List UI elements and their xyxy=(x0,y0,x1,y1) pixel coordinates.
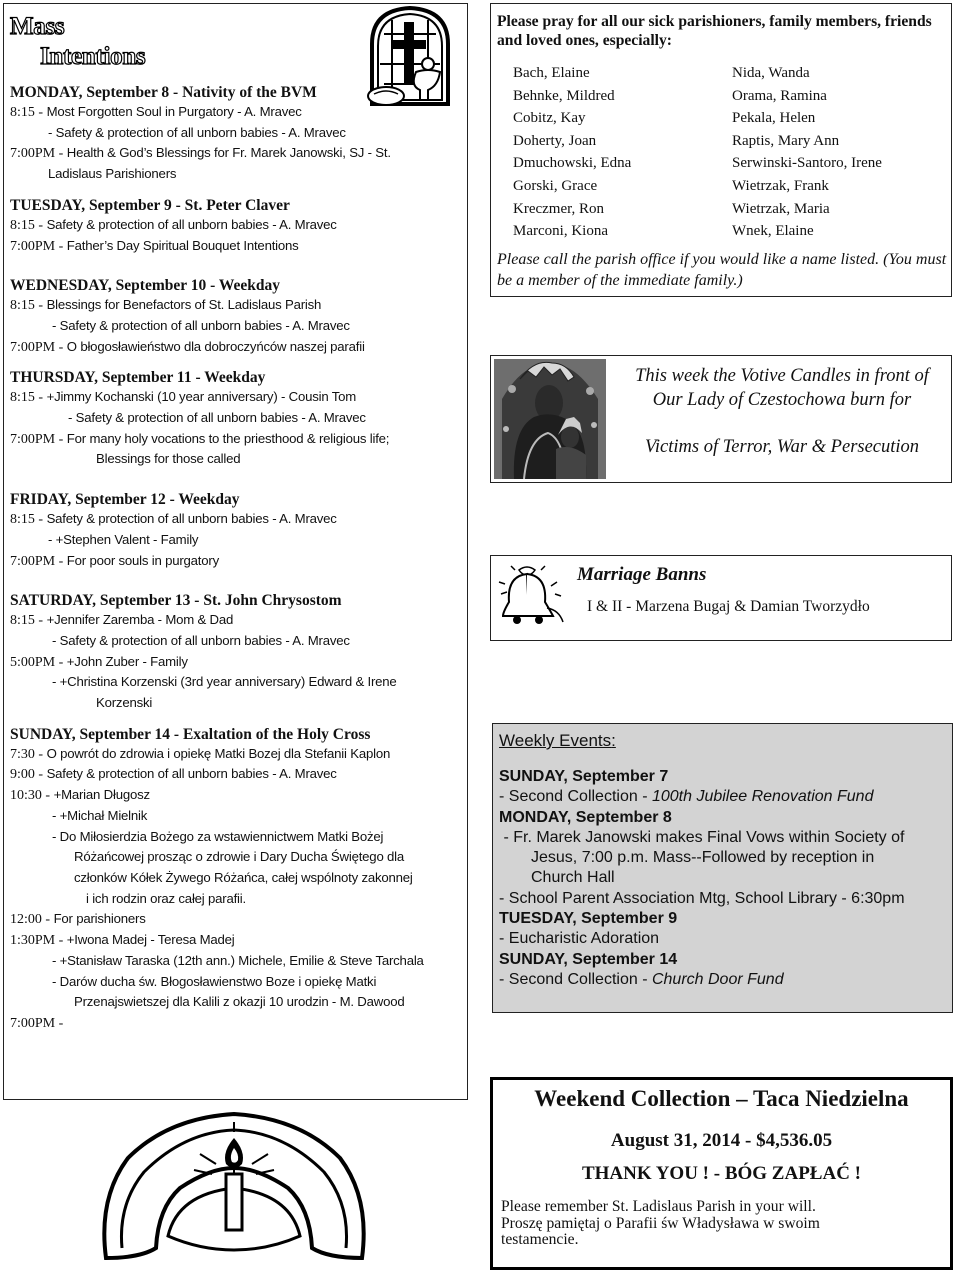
mass-intention-text: - +Stanisław Taraska (12th ann.) Michele, Emilie & Steve Tarchala xyxy=(52,952,424,968)
weekly-event-date: TUESDAY, September 9 xyxy=(499,910,678,928)
mass-intention-text: For parishioners xyxy=(53,911,146,927)
weekly-event-line xyxy=(499,868,952,888)
collection-thanks: THANK YOU ! - BÓG ZAPŁAĆ ! xyxy=(581,1163,862,1184)
mass-intention-text: - Do Miłosierdzia Bożego za wstawiennictwem Matki Bożej xyxy=(52,828,384,844)
mass-intention-text: +Iwona Madej - Teresa Madej xyxy=(66,932,235,948)
mass-time: 7:00PM - xyxy=(10,339,67,355)
votive-candles-box xyxy=(490,355,952,483)
day-spacer xyxy=(10,470,467,491)
weekly-event-line xyxy=(499,767,952,787)
mass-intention-line xyxy=(10,827,467,848)
mass-intention-text: +Jimmy Kochanski (10 year anniversary) - Cousin Tom xyxy=(46,389,357,405)
sick-name: Serwinski-Santoro, Irene xyxy=(732,155,882,172)
sick-names-col1 xyxy=(513,62,732,243)
mass-time: 8:15 - xyxy=(10,217,47,233)
collection-note xyxy=(493,1199,950,1249)
weekly-event-line xyxy=(499,950,952,970)
weekly-event-text: - Second Collection - xyxy=(499,970,652,988)
mass-time: 10:30 - xyxy=(10,788,54,804)
sick-name: Raptis, Mary Ann xyxy=(732,132,840,149)
day-spacer xyxy=(10,571,467,592)
mass-intention-text: i ich rodzin oraz całej parafii. xyxy=(86,890,246,906)
collection-note-line1: Please remember St. Ladislaus Parish in your will. xyxy=(501,1198,816,1215)
mass-intention-text: Most Forgotten Soul in Purgatory - A. Mravec xyxy=(46,104,302,119)
mass-intention-line xyxy=(10,889,467,910)
mass-intention-text: Health & God’s Blessings for Fr. Marek Janowski, SJ - St. xyxy=(66,145,391,161)
mass-intention-line xyxy=(10,1013,467,1034)
mass-intention-line xyxy=(10,951,467,972)
mass-intention-line xyxy=(10,295,467,316)
mass-time: 7:00PM - xyxy=(10,431,67,447)
mass-time: 8:15 - xyxy=(10,390,47,406)
weekly-event-text: - Second Collection - xyxy=(499,788,652,806)
sick-name: Cobitz, Kay xyxy=(513,110,586,127)
mass-intention-line xyxy=(10,672,467,693)
mass-time: 7:00PM - xyxy=(10,238,67,254)
votive-line3: Victims of Terror, War & Persecution xyxy=(644,437,920,457)
mass-day-heading: MONDAY, September 8 - Nativity of the BVM xyxy=(10,84,317,101)
mass-intention-line xyxy=(10,992,467,1013)
mass-intention-text: +Jennifer Zaremba - Mom & Dad xyxy=(46,612,234,628)
weekly-events-list xyxy=(499,767,952,990)
mass-intention-line xyxy=(10,631,467,652)
weekly-event-fund: Church Door Fund xyxy=(651,970,784,988)
weekly-event-line xyxy=(499,848,952,868)
mass-intention-line xyxy=(10,387,467,408)
sick-name: Pekala, Helen xyxy=(732,110,816,127)
sick-names xyxy=(513,62,951,243)
sick-name: Dmuchowski, Edna xyxy=(513,155,632,172)
mass-days-list xyxy=(10,84,467,1034)
mass-intention-line xyxy=(10,337,467,358)
mass-time: 9:00 - xyxy=(10,767,47,783)
mass-intention-text: członków Kółek Żywego Różańca, całej wspólnoty zakonnej xyxy=(74,869,413,885)
mass-day-heading: SATURDAY, September 13 - St. John Chrysostom xyxy=(10,592,342,610)
weekend-collection-box xyxy=(490,1077,953,1270)
mass-intention-line xyxy=(10,785,467,806)
mass-intention-text: - +Michał Mielnik xyxy=(52,807,148,823)
mass-time: 12:00 - xyxy=(10,912,54,928)
mass-intention-text: - Safety & protection of all unborn babies - A. Mravec xyxy=(52,317,350,333)
collection-note-line3: testamencie. xyxy=(501,1231,579,1248)
sick-name: Bach, Elaine xyxy=(513,65,590,81)
sick-name: Nida, Wanda xyxy=(732,65,810,81)
mass-time: 7:00PM - xyxy=(10,553,67,569)
mass-intention-line xyxy=(10,408,467,429)
mass-day-heading: TUESDAY, September 9 - St. Peter Claver xyxy=(10,196,290,214)
weekly-events-box xyxy=(492,723,953,1013)
mass-intention-text: Father’s Day Spiritual Bouquet Intentions xyxy=(66,237,299,253)
weekly-event-text: Church Hall xyxy=(531,869,615,887)
mass-intention-line xyxy=(10,930,467,951)
weekly-event-line xyxy=(499,889,952,909)
mass-intention-text: - Safety & protection of all unborn babies - A. Mravec xyxy=(52,632,350,648)
collection-title: Weekend Collection – Taca Niedzielna xyxy=(534,1086,909,1111)
weekly-events-title xyxy=(499,730,952,752)
mass-intention-text: - +Christina Korzenski (3rd year anniversary) Edward & Irene xyxy=(52,674,397,690)
mass-intention-text: Ladislaus Parishioners xyxy=(48,166,177,182)
day-spacer xyxy=(10,256,467,277)
church-window-cross-icon xyxy=(362,4,462,108)
weekly-event-date: SUNDAY, September 14 xyxy=(499,950,678,968)
mass-time: 5:00PM - xyxy=(10,654,67,670)
weekly-event-line xyxy=(499,909,952,929)
weekly-event-text: - Fr. Marek Janowski makes Final Vows within Society of xyxy=(499,828,905,846)
mass-time: 7:00PM - xyxy=(10,146,67,162)
weekly-event-text: Jesus, 7:00 p.m. Mass--Followed by reception in xyxy=(531,849,875,867)
sick-name: Wietrzak, Frank xyxy=(732,177,829,194)
mass-day-heading: SUNDAY, September 14 - Exaltation of the Holy Cross xyxy=(10,725,371,743)
praying-hands-candle-icon xyxy=(98,1108,370,1270)
mass-intention-text: - Safety & protection of all unborn babies - A. Mravec xyxy=(68,410,366,426)
mass-intention-text: Blessings for Benefactors of St. Ladislaus Parish xyxy=(46,297,322,313)
votive-line2: Our Lady of Czestochowa burn for xyxy=(652,390,912,410)
mass-time: 8:15 - xyxy=(10,298,47,314)
mass-title-line1: Mass xyxy=(10,13,65,40)
mass-intention-line xyxy=(10,449,467,470)
weekly-event-line xyxy=(499,828,952,848)
mass-intention-text: O powrót do zdrowia i opiekę Matki Bozej dla Stefanii Kaplon xyxy=(46,745,391,761)
mass-intention-text: - Darów ducha św. Błogosławienstwo Boze i opiekę Matki xyxy=(52,973,377,989)
mass-intention-line xyxy=(10,316,467,337)
mass-intention-line xyxy=(10,509,467,530)
weekly-events-title-colon: : xyxy=(611,731,616,750)
mass-intention-line xyxy=(10,652,467,673)
mass-intention-line xyxy=(10,868,467,889)
mass-time: 8:15 - xyxy=(10,613,47,629)
marriage-banns-box xyxy=(490,555,952,641)
mass-intention-line xyxy=(10,847,467,868)
mass-intention-text: +John Zuber - Family xyxy=(66,653,188,669)
mass-intention-line xyxy=(10,215,467,236)
collection-amount: August 31, 2014 - $4,536.05 xyxy=(610,1130,833,1151)
mass-intention-text: Safety & protection of all unborn babies - A. Mravec xyxy=(46,511,337,527)
weekly-event-line xyxy=(499,929,952,949)
mass-time: 8:15 - xyxy=(10,105,47,120)
mass-time: 7:30 - xyxy=(10,746,47,762)
mass-intention-text: +Marian Długosz xyxy=(53,787,150,803)
weekly-event-line xyxy=(499,787,952,807)
sick-name: Gorski, Grace xyxy=(513,177,598,194)
mass-day-heading: THURSDAY, September 11 - Weekday xyxy=(10,369,266,387)
weekly-event-text: - Eucharistic Adoration xyxy=(499,930,660,948)
mass-intention-line xyxy=(10,909,467,930)
mass-intention-line xyxy=(10,123,467,144)
mass-intention-line xyxy=(10,164,467,185)
sick-heading: Please pray for all our sick parishioners, family members, friends and loved ones, especially: xyxy=(497,13,932,49)
mass-intentions-box xyxy=(3,3,468,1100)
day-spacer xyxy=(10,714,467,726)
mass-intention-text: For many holy vocations to the priesthood & religious life; xyxy=(66,430,390,446)
mass-day-heading: WEDNESDAY, September 10 - Weekday xyxy=(10,277,280,295)
mass-intention-line xyxy=(10,551,467,572)
mass-day-heading: FRIDAY, September 12 - Weekday xyxy=(10,491,240,509)
mass-title-line2: Intentions xyxy=(40,43,146,70)
sick-prayer-box xyxy=(490,3,952,297)
mass-intention-text: Blessings for those called xyxy=(96,451,241,467)
mass-intention-text: O błogosławieństwo dla dobroczyńców naszej parafii xyxy=(66,338,365,354)
weekly-event-date: MONDAY, September 8 xyxy=(499,808,672,826)
mass-intention-text: Korzenski xyxy=(96,695,153,711)
sick-note: Please call the parish office if you would like a name listed. (You must be a member of the immediate family.) xyxy=(497,250,947,289)
mass-intention-text: Przenajswietszej dla Kalili z okazji 10 urodzin - M. Dawood xyxy=(74,994,405,1010)
mass-intention-line xyxy=(10,143,467,164)
mass-intention-line xyxy=(10,972,467,993)
sick-name: Behnke, Mildred xyxy=(513,87,615,104)
mass-intention-line xyxy=(10,693,467,714)
mass-intention-line xyxy=(10,610,467,631)
day-spacer xyxy=(10,357,467,369)
mass-intention-line xyxy=(10,806,467,827)
mass-intention-line xyxy=(10,764,467,785)
mass-time: 1:30PM - xyxy=(10,933,67,949)
sick-name: Orama, Ramina xyxy=(732,87,827,104)
mass-intention-line xyxy=(10,744,467,765)
marriage-banns-text: I & II - Marzena Bugaj & Damian Tworzydło xyxy=(587,598,870,615)
wedding-bells-icon xyxy=(497,562,567,630)
mass-intention-line xyxy=(10,530,467,551)
mass-intention-line xyxy=(10,429,467,450)
sick-name: Doherty, Joan xyxy=(513,132,597,149)
day-spacer xyxy=(10,185,467,197)
mass-intention-text: Safety & protection of all unborn babies - A. Mravec xyxy=(46,216,337,232)
marriage-banns-title: Marriage Banns xyxy=(577,564,707,585)
sick-name: Wietrzak, Maria xyxy=(732,200,830,217)
weekly-event-text: - School Parent Association Mtg, School Library - 6:30pm xyxy=(499,889,905,907)
mass-intention-text: Safety & protection of all unborn babies - A. Mravec xyxy=(46,766,337,782)
mass-intention-line xyxy=(10,236,467,257)
mass-time: 8:15 - xyxy=(10,512,47,528)
mass-intention-text: For poor souls in purgatory xyxy=(66,552,219,568)
mass-intention-text: - Safety & protection of all unborn babies - A. Mravec xyxy=(48,124,346,140)
weekly-event-date: SUNDAY, September 7 xyxy=(499,768,669,785)
mass-time: 7:00PM - xyxy=(10,1015,64,1031)
sick-name: Kreczmer, Ron xyxy=(513,200,605,217)
sick-names-col2 xyxy=(732,62,951,243)
mass-intention-text: Różańcowej prosząc o zdrowie i Dary Ducha Świętego dla xyxy=(74,849,405,865)
weekly-events-title-text: Weekly Events xyxy=(499,731,612,750)
weekly-event-fund: 100th Jubilee Renovation Fund xyxy=(651,788,874,806)
weekly-event-line xyxy=(499,970,952,990)
collection-note-line2: Proszę pamiętaj o Parafii św Władysława w swoim xyxy=(501,1214,820,1232)
our-lady-of-czestochowa-icon xyxy=(494,359,606,479)
votive-line1: This week the Votive Candles in front of xyxy=(635,366,929,386)
sick-name: Wnek, Elaine xyxy=(732,223,814,240)
mass-intention-text: - +Stephen Valent - Family xyxy=(48,531,199,547)
weekly-event-line xyxy=(499,808,952,828)
sick-name: Marconi, Kiona xyxy=(513,223,608,240)
